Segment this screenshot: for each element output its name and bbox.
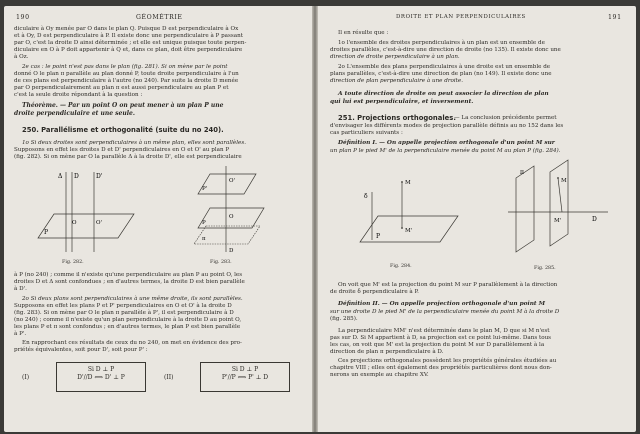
- fig284-label-mprime: M': [405, 228, 413, 234]
- text-line: La perpendiculaire MM' n'est déterminée dans le plan M, D que si M n'est: [338, 328, 550, 334]
- fig282-plane-p: [38, 214, 134, 238]
- text-line: (fig. 285).: [330, 316, 358, 322]
- left-running-head: GÉOMÉTRIE: [136, 14, 183, 21]
- text-line: Il en résulte que :: [338, 30, 389, 36]
- fig283-label-d: D: [229, 248, 234, 254]
- fig282-label-d: D: [74, 173, 79, 180]
- fig285-label-pi: π: [520, 169, 524, 176]
- text-line: c'est la seule droite répondant à la question :: [14, 92, 143, 98]
- right-page-number: 191: [608, 14, 622, 21]
- text-line: (fig. 282). Si on mène par O la parallèle Δ à la droite D', elle est perpendiculaire: [14, 154, 242, 160]
- fig284-label-p: P: [376, 233, 381, 240]
- text-line: 2e cas : le point n'est pas dans le plan (fig. 281). Si on mène par le point: [22, 64, 228, 70]
- formula-ii-bottom: P'//P ⟺ P' ⊥ D: [221, 374, 269, 381]
- fig283-caption: Fig. 283.: [210, 260, 232, 265]
- fig283-label-pprime: P': [202, 186, 208, 192]
- text-line: 1o l'ensemble des droites perpendiculaires à un plan est un ensemble de: [338, 40, 545, 46]
- text-line: (fig. 283). Si on mène par O le plan π parallèle à P', il est perpendiculaire à D: [14, 310, 234, 316]
- bold-statement-line: qui lui est perpendiculaire, et inversement.: [330, 98, 474, 105]
- text-line: à D'.: [14, 286, 27, 292]
- figure-284: [358, 164, 468, 260]
- section-heading-250: 250. Parallélisme et orthogonalité (suite du no 240).: [22, 126, 224, 134]
- text-line: les plans P et π sont confondus ; en d'autres termes, le plan P est bien parallèle: [14, 324, 241, 330]
- theorem-line: droite perpendiculaire et une seule.: [14, 110, 135, 117]
- text-line: à P'.: [14, 331, 27, 337]
- formula-ii-top: Si D ⊥ P: [231, 366, 259, 373]
- text-line: Ces projections orthogonales possèdent les propriétés générales étudiées au: [338, 358, 557, 364]
- fig282-label-o: O: [72, 220, 77, 226]
- text-line: à P (no 240) ; comme il n'existe qu'une perpendiculaire au plan P au point O, les: [14, 272, 243, 278]
- text-line: direction de plan π perpendiculaire à D.: [330, 349, 444, 355]
- definition-1-line: un plan P le pied M' de la perpendiculaire menée du point M au plan P (fig. 284).: [330, 148, 561, 154]
- fig283-label-o: O: [229, 214, 234, 220]
- text-line: direction de droite perpendiculaire à un plan.: [330, 54, 460, 60]
- text-line: 1o Si deux droites sont perpendiculaires à un même plan, elles sont parallèles.: [22, 140, 246, 146]
- formula-i-label: (I): [22, 374, 30, 381]
- section-heading-251: 251. Projections orthogonales.: [338, 114, 456, 122]
- fig285-label-m: M: [561, 178, 567, 184]
- figure-282: [44, 166, 154, 256]
- text-line: sur une droite D le pied M' de la perpendiculaire menée du point M à la droite D: [330, 309, 560, 315]
- text-line: (no 240) ; comme il n'existe qu'un plan perpendiculaire à la droite D au point O,: [14, 317, 242, 323]
- text-line: donné O le plan π parallèle au plan donné P, toute droite perpendiculaire à l'un: [14, 71, 239, 77]
- fig284-label-delta: δ: [364, 193, 368, 200]
- theorem-line: Théorème. — Par un point O on peut mener à un plan P une: [22, 102, 224, 109]
- fig282-label-dprime: D': [96, 173, 103, 180]
- text-line: de droite δ perpendiculaire à P.: [330, 289, 419, 295]
- text-line: d'envisager les différents modes de projection parallèle définis au no 152 dans les: [330, 123, 564, 129]
- text-line: 2o Si deux plans sont perpendiculaires à une même droite, ils sont parallèles.: [22, 296, 243, 302]
- text-line: En rapprochant ces résultats de ceux du no 240, on met en évidence des pro-: [22, 340, 242, 346]
- text-line: direction de plan perpendiculaire à une droite.: [330, 78, 464, 84]
- text-line: à Oz.: [14, 54, 29, 60]
- right-page: [318, 6, 636, 432]
- fig285-caption: Fig. 285.: [534, 266, 556, 271]
- text-line: On voit que M' est la projection du point M sur P parallèlement à la direction: [338, 282, 558, 288]
- fig283-label-pi: π: [202, 236, 206, 242]
- fig284-caption: Fig. 284.: [390, 264, 412, 269]
- text-line: Supposons en effet les plans P et P' perpendiculaires en O et O' à la droite D: [14, 303, 232, 309]
- fig282-label-delta: Δ: [58, 173, 63, 180]
- definition-1-line: Définition I. — On appelle projection orthogonale d'un point M sur: [338, 140, 555, 146]
- fig283-label-oprime: O': [229, 178, 236, 184]
- formula-i-box: [56, 362, 146, 392]
- text-line: nerons un exemple au chapitre XV.: [330, 372, 429, 378]
- formula-ii-label: (II): [164, 374, 174, 381]
- left-page-number: 190: [16, 14, 30, 21]
- text-line: cas particuliers suivants :: [330, 130, 403, 136]
- text-line: priétés équivalentes, soit pour D', soit pour P' :: [14, 347, 148, 353]
- text-line: par O perpendiculairement au plan π est aussi perpendiculaire au plan P et: [14, 85, 229, 91]
- text-line: droites D et Δ sont confondues ; en d'autres termes, la droite D est bien parallèle: [14, 279, 245, 285]
- fig285-plane-pi: [516, 166, 534, 252]
- fig285-plane-right: [550, 160, 568, 246]
- figure-283: [200, 166, 300, 256]
- text-line: les cas, on voit que M' est la projection du point M sur D parallèlement à la: [330, 342, 545, 348]
- definition-2-line: Définition II. — On appelle projection orthogonale d'un point M: [338, 301, 546, 307]
- left-page: [4, 6, 312, 432]
- text-line: droites parallèles, c'est-à-dire une direction de droite (no 135). Il existe donc une: [330, 47, 561, 53]
- formula-i-top: Si D ⊥ P: [87, 366, 115, 373]
- text-line: — La conclusion précédente permet: [454, 115, 557, 121]
- figure-285: [512, 158, 612, 262]
- fig285-label-d: D: [592, 216, 597, 223]
- fig282-caption: Fig. 282.: [62, 260, 84, 265]
- text-line: et à Oy, D est perpendiculaire à P. Il existe donc une perpendiculaire à P passant: [14, 33, 243, 39]
- text-line: par O, c'est la droite D ainsi déterminée ; et elle est unique puisque toute perpen-: [14, 40, 247, 46]
- fig283-label-p: P: [202, 220, 206, 226]
- text-line: Supposons en effet les droites D et D' perpendiculaires en O et O' au plan P: [14, 147, 230, 153]
- formula-ii-box: [200, 362, 290, 392]
- text-line: chapitre VIII ; elles ont également des propriétés particulières dont nous don-: [330, 365, 552, 371]
- formula-i-bottom: D'//D ⟺ D' ⊥ P: [77, 374, 125, 381]
- right-running-head: DROITE ET PLAN PERPENDICULAIRES: [396, 14, 526, 20]
- text-line: diculaire à Oy menée par O dans le plan Q. Puisque D est perpendiculaire à Ox: [14, 26, 239, 32]
- bold-statement-line: A toute direction de droite on peut associer la direction de plan: [338, 90, 549, 97]
- fig285-label-mprime: M': [554, 218, 562, 224]
- fig284-label-m: M: [405, 180, 411, 186]
- fig282-label-oprime: O': [96, 220, 103, 226]
- text-line: diculaire en O à P doit appartenir à Q et, dans ce plan, doit être perpendiculaire: [14, 47, 243, 53]
- text-line: de ces plans est perpendiculaire à l'autre (no 240). Par suite la droite D menée: [14, 78, 239, 84]
- text-line: pas sur D. Si M appartient à D, sa projection est ce point lui-même. Dans tous: [330, 335, 552, 341]
- text-line: plans parallèles, c'est-à-dire une direction de plan (no 149). Il existe donc une: [330, 71, 552, 77]
- fig282-label-p: P: [44, 229, 49, 236]
- text-line: 2o L'ensemble des plans perpendiculaires à une droite est un ensemble de: [338, 64, 551, 70]
